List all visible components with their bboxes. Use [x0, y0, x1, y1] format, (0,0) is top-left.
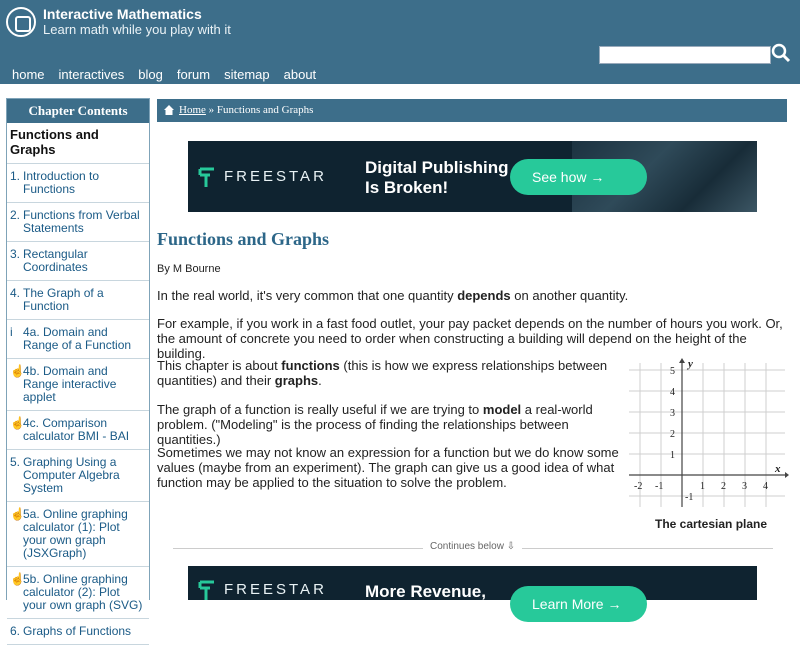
- sidebar-item[interactable]: [7, 164, 149, 203]
- search-input[interactable]: [599, 46, 771, 64]
- breadcrumb-current: Functions and Graphs: [216, 104, 314, 116]
- sidebar-chapter-title: Functions and Graphs: [7, 123, 149, 164]
- sidebar-item-number: 2.: [10, 208, 21, 222]
- figure-caption: The cartesian plane: [655, 517, 768, 531]
- continues-below: Continues below ⇩: [423, 541, 522, 552]
- nav-forum[interactable]: forum: [176, 67, 211, 82]
- sidebar-item-label[interactable]: 4c. Comparison calculator BMI - BAI: [23, 416, 130, 443]
- freestar-logo-icon: [198, 580, 216, 602]
- byline: By M Bourne: [157, 263, 221, 275]
- sidebar-item-number: 1.: [10, 169, 21, 183]
- sidebar-item-label[interactable]: 5a. Online graphing calculator (1): Plot your own graph (JSXGraph): [23, 507, 128, 560]
- site-title[interactable]: Interactive Mathematics: [43, 6, 202, 22]
- search-icon[interactable]: [770, 42, 792, 64]
- y-tick-label: -1: [685, 492, 694, 503]
- breadcrumb-separator: »: [205, 104, 217, 116]
- paragraph: Sometimes we may not know an expression for a function but we do know some values (maybe from an experiment). The graph can give us a good idea of what function may be applied to the situation to solve the problem.: [157, 445, 619, 490]
- sidebar-item-label[interactable]: 4b. Domain and Range interactive applet: [23, 364, 117, 404]
- y-tick-label: 5: [670, 366, 675, 377]
- sidebar-item[interactable]: [7, 619, 149, 645]
- interactive-icon: ☝: [10, 572, 25, 586]
- freestar-logo-icon: [198, 167, 216, 189]
- x-tick-label: -2: [634, 481, 643, 492]
- y-tick-label: 1: [670, 450, 675, 461]
- y-tick-label: 3: [670, 408, 675, 419]
- sidebar-heading: Chapter Contents: [7, 99, 149, 123]
- paragraph: For example, if you work in a fast food outlet, your pay packet depends on the number of hours you work. Or, the amount of concrete you need to order when constructing a building will depend on the height of the building.: [157, 316, 783, 361]
- sidebar-item[interactable]: [7, 281, 149, 320]
- sidebar-item[interactable]: [7, 359, 149, 411]
- y-axis-label: y: [688, 358, 693, 370]
- y-tick-label: 4: [670, 387, 675, 398]
- sidebar-item[interactable]: [7, 450, 149, 502]
- ad-cta-button[interactable]: See how →: [510, 159, 647, 195]
- ad-headline: Digital Publishing Is Broken!: [365, 158, 509, 197]
- sidebar-item-label[interactable]: 4a. Domain and Range of a Function: [23, 325, 132, 352]
- top-nav: [12, 67, 316, 82]
- sidebar-item[interactable]: [7, 203, 149, 242]
- ad-headline: More Revenue,: [365, 582, 486, 601]
- sidebar-item-number: 6.: [10, 624, 21, 638]
- sidebar-item-label[interactable]: 5b. Online graphing calculator (2): Plot your own graph (SVG): [23, 572, 143, 612]
- nav-blog[interactable]: blog: [138, 67, 163, 82]
- sidebar-item-number: 5.: [10, 455, 21, 469]
- site-header: [0, 0, 800, 84]
- page-title: Functions and Graphs: [157, 229, 330, 249]
- ad-cta-button[interactable]: Learn More →: [510, 586, 647, 622]
- breadcrumb-home-link[interactable]: Home: [179, 104, 206, 116]
- nav-sitemap[interactable]: sitemap: [224, 67, 270, 82]
- sidebar-item[interactable]: [7, 502, 149, 567]
- sidebar-item[interactable]: [7, 320, 149, 359]
- chapter-sidebar: [6, 98, 150, 638]
- x-tick-label: 2: [721, 481, 726, 492]
- paragraph: The graph of a function is really useful if we are trying to model a real-world problem. ("Modeling" is the process of finding the relationships between quantities.): [157, 402, 593, 447]
- site-subtitle: Learn math while you play with it: [43, 22, 231, 37]
- x-tick-label: 1: [700, 481, 705, 492]
- sidebar-item[interactable]: [7, 567, 149, 619]
- y-tick-label: 2: [670, 429, 675, 440]
- sidebar-item-number: 4.: [10, 286, 21, 300]
- interactive-icon: ☝: [10, 507, 25, 521]
- info-icon: i: [10, 325, 13, 339]
- home-icon[interactable]: [163, 104, 175, 116]
- sidebar-item-number: 3.: [10, 247, 21, 261]
- x-tick-label: 3: [742, 481, 747, 492]
- sidebar-item-label[interactable]: Rectangular Coordinates: [23, 247, 88, 274]
- advertisement-banner[interactable]: [188, 141, 757, 212]
- paragraph: This chapter is about functions (this is how we express relationships between quantities) and their graphs.: [157, 358, 608, 388]
- sidebar-item[interactable]: [7, 242, 149, 281]
- site-logo-icon[interactable]: [6, 7, 36, 37]
- ad-brand: FREESTAR: [224, 581, 327, 598]
- sidebar-item-label[interactable]: Graphs of Functions: [23, 624, 132, 638]
- sidebar-item[interactable]: [7, 411, 149, 450]
- sidebar-item-label[interactable]: Functions from Verbal Statements: [23, 208, 140, 235]
- nav-about[interactable]: about: [283, 67, 317, 82]
- x-axis-label: x: [775, 463, 781, 475]
- paragraph: In the real world, it's very common that one quantity depends on another quantity.: [157, 288, 629, 303]
- nav-home[interactable]: home: [12, 67, 45, 82]
- sidebar-item-label[interactable]: Introduction to Functions: [23, 169, 100, 196]
- interactive-icon: ☝: [10, 416, 25, 430]
- interactive-icon: ☝: [10, 364, 25, 378]
- sidebar-item-label[interactable]: Graphing Using a Computer Algebra System: [23, 455, 120, 495]
- advertisement-banner[interactable]: [188, 566, 757, 612]
- ad-brand: FREESTAR: [224, 168, 327, 185]
- nav-interactives[interactable]: interactives: [58, 67, 125, 82]
- x-tick-label: -1: [655, 481, 664, 492]
- x-tick-label: 4: [763, 481, 768, 492]
- cartesian-plane-figure: [625, 355, 790, 515]
- breadcrumb: [157, 99, 787, 122]
- sidebar-item-label[interactable]: The Graph of a Function: [23, 286, 104, 313]
